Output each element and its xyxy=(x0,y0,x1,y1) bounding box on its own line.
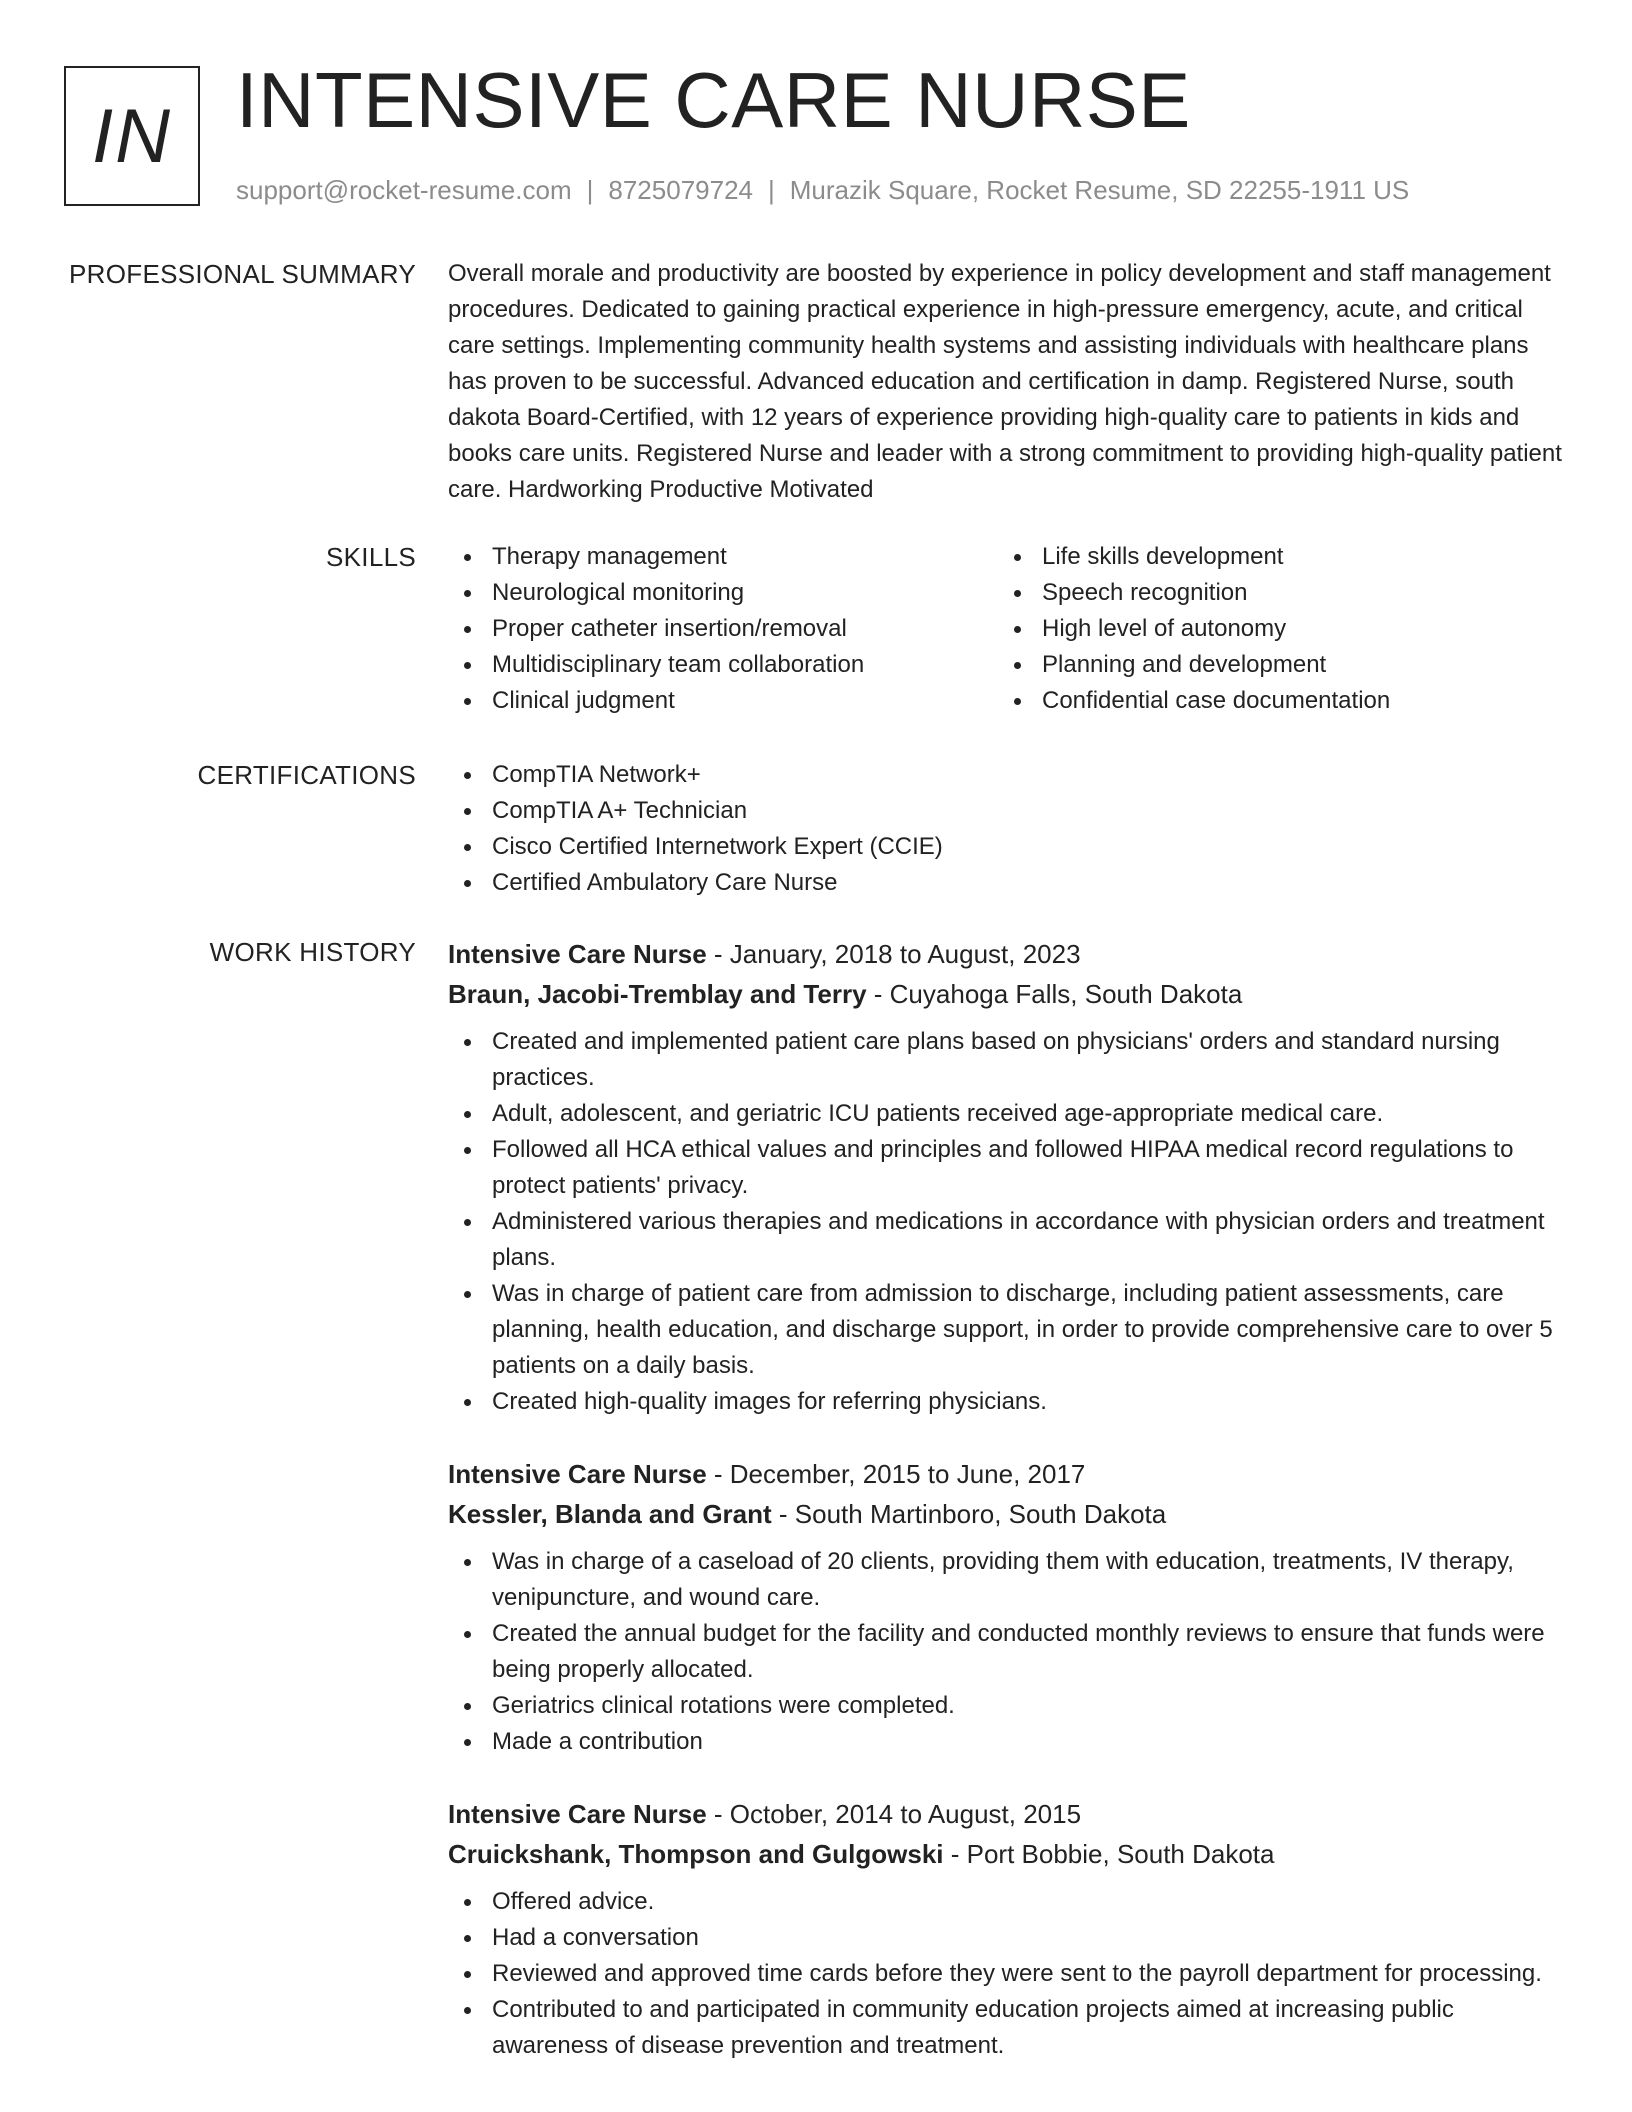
job-entry xyxy=(448,1454,1568,1760)
job-company: Kessler, Blanda and Grant xyxy=(448,1499,772,1529)
job-duties xyxy=(448,1024,1568,1420)
job-company-line xyxy=(448,1834,1568,1874)
job-title: Intensive Care Nurse xyxy=(448,939,707,969)
dash: - xyxy=(706,1799,730,1829)
skills-heading: SKILLS xyxy=(326,542,416,572)
duty-item: Was in charge of patient care from admission to discharge, including patient assessments, care planning, health education, and discharge support, in order to provide comprehensive care to over 5 patients on a daily basis. xyxy=(448,1276,1568,1384)
duty-item: Geriatrics clinical rotations were completed. xyxy=(448,1688,1568,1724)
dash: - xyxy=(771,1499,795,1529)
job-dates: January, 2018 to August, 2023 xyxy=(729,939,1081,969)
duty-item: Created high-quality images for referring physicians. xyxy=(448,1384,1568,1420)
job-location: Cuyahoga Falls, South Dakota xyxy=(889,979,1243,1009)
certification-item: Cisco Certified Internetwork Expert (CCIE) xyxy=(448,829,1568,865)
dash: - xyxy=(866,979,890,1009)
contact-email[interactable]: support@rocket-resume.com xyxy=(236,175,572,205)
job-location: South Martinboro, South Dakota xyxy=(794,1499,1167,1529)
duty-item: Made a contribution xyxy=(448,1724,1568,1760)
duty-item: Had a conversation xyxy=(448,1920,1568,1956)
skill-item: Clinical judgment xyxy=(448,683,998,719)
contact-separator: | xyxy=(768,175,775,205)
dash: - xyxy=(706,939,730,969)
job-dates: October, 2014 to August, 2015 xyxy=(729,1799,1082,1829)
contact-phone[interactable]: 8725079724 xyxy=(608,175,753,205)
job-company-line xyxy=(448,1494,1568,1534)
skill-item: Multidisciplinary team collaboration xyxy=(448,647,998,683)
job-duties xyxy=(448,1884,1568,2064)
duty-item: Offered advice. xyxy=(448,1884,1568,1920)
duty-item: Contributed to and participated in community education projects aimed at increasing public awareness of disease prevention and treatment. xyxy=(448,1992,1568,2064)
skills-list-left xyxy=(448,539,998,719)
job-entry xyxy=(448,1794,1568,2064)
job-dates: December, 2015 to June, 2017 xyxy=(729,1459,1086,1489)
job-title-line xyxy=(448,1794,1568,1834)
job-title: Intensive Care Nurse xyxy=(448,1459,707,1489)
job-location: Port Bobbie, South Dakota xyxy=(966,1839,1275,1869)
duty-item: Was in charge of a caseload of 20 clients, providing them with education, treatments, IV therapy, venipuncture, and wound care. xyxy=(448,1544,1568,1616)
duty-item: Reviewed and approved time cards before they were sent to the payroll department for processing. xyxy=(448,1956,1568,1992)
duty-item: Administered various therapies and medications in accordance with physician orders and treatment plans. xyxy=(448,1204,1568,1276)
job-title-line xyxy=(448,934,1568,974)
work-history-heading: WORK HISTORY xyxy=(209,937,416,967)
job-title-line xyxy=(448,1454,1568,1494)
duty-item: Created and implemented patient care plans based on physicians' orders and standard nursing practices. xyxy=(448,1024,1568,1096)
skill-item: Planning and development xyxy=(998,647,1548,683)
skill-item: Therapy management xyxy=(448,539,998,575)
monogram-initials: IN xyxy=(92,93,172,179)
certification-item: CompTIA A+ Technician xyxy=(448,793,1568,829)
job-company-line xyxy=(448,974,1568,1014)
summary-text: Overall morale and productivity are boosted by experience in policy development and staff management procedures. Dedicated to gaining practical experience in high-pressure emergency, acute, and critical care settings. Implementing community health systems and assisting individuals with healthcare plans has proven to be successful. Advanced education and certification in damp. Registered Nurse, south dakota Board-Certified, with 12 years of experience providing high-quality care to patients in kids and books care units. Registered Nurse and leader with a strong commitment to providing high-quality patient care. Hardworking Productive Motivated xyxy=(448,260,1562,503)
contact-separator: | xyxy=(586,175,594,205)
skill-item: Life skills development xyxy=(998,539,1548,575)
job-duties xyxy=(448,1544,1568,1760)
job-entry xyxy=(448,934,1568,1420)
job-title: Intensive Care Nurse xyxy=(448,1799,707,1829)
skills-list-right xyxy=(998,539,1548,719)
duty-item: Followed all HCA ethical values and principles and followed HIPAA medical record regulations to protect patients' privacy. xyxy=(448,1132,1568,1204)
skill-item: Proper catheter insertion/removal xyxy=(448,611,998,647)
certification-item: Certified Ambulatory Care Nurse xyxy=(448,865,1568,901)
skill-item: High level of autonomy xyxy=(998,611,1548,647)
skill-item: Neurological monitoring xyxy=(448,575,998,611)
contact-line xyxy=(236,172,1409,208)
duty-item: Created the annual budget for the facility and conducted monthly reviews to ensure that funds were being properly allocated. xyxy=(448,1616,1568,1688)
certifications-heading: CERTIFICATIONS xyxy=(197,760,416,790)
contact-address: Murazik Square, Rocket Resume, SD 22255-1911 US xyxy=(789,175,1410,205)
monogram-box xyxy=(64,66,200,206)
resume-title: INTENSIVE CARE NURSE xyxy=(236,56,1191,144)
duty-item: Adult, adolescent, and geriatric ICU patients received age-appropriate medical care. xyxy=(448,1096,1568,1132)
dash: - xyxy=(943,1839,967,1869)
certification-item: CompTIA Network+ xyxy=(448,757,1568,793)
certifications-list xyxy=(448,757,1568,901)
job-company: Braun, Jacobi-Tremblay and Terry xyxy=(448,979,867,1009)
dash: - xyxy=(706,1459,730,1489)
summary-heading: PROFESSIONAL SUMMARY xyxy=(69,259,416,289)
job-company: Cruickshank, Thompson and Gulgowski xyxy=(448,1839,944,1869)
skill-item: Speech recognition xyxy=(998,575,1548,611)
skill-item: Confidential case documentation xyxy=(998,683,1548,719)
